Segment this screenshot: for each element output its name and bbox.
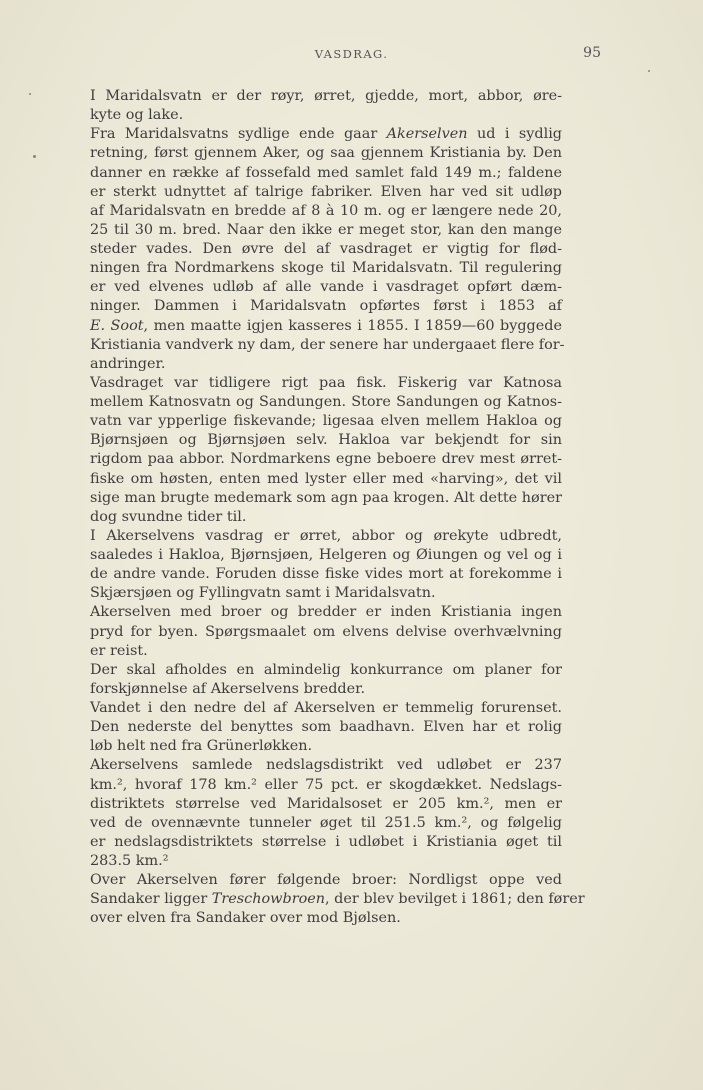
text-line: fiske om høsten, enten med lyster eller med «harving», det vil <box>90 470 562 487</box>
text-line: dog svundne tider til. <box>90 508 247 525</box>
text-line: 283.5 km.² <box>90 853 169 869</box>
text-line: sige man brugte medemark som agn paa krogen. Alt dette hører <box>90 489 562 506</box>
text-line: Vandet i den nedre del af Akerselven er temmelig forurenset. <box>90 700 562 716</box>
text-line: Vasdraget var tidligere rigt paa fisk. Fiskerig var Katnosa <box>90 374 562 391</box>
paragraph <box>80 527 562 604</box>
text-line: de andre vande. Foruden disse fiske vides mort at forekomme i <box>90 566 562 583</box>
paragraph <box>80 661 562 699</box>
text-line: steder vades. Den øvre del af vasdraget er vigtig for flød- <box>90 241 562 257</box>
paragraph <box>80 603 562 660</box>
text-line: I Akerselvens vasdrag er ørret, abbor og ørekyte udbredt, <box>90 527 562 544</box>
text-line: ninger. Dammen i Maridalsvatn opførtes først i 1853 af <box>90 298 562 315</box>
paragraph <box>80 125 565 374</box>
text-line: andringer. <box>90 355 166 372</box>
text-line: rigdom paa abbor. Nordmarkens egne beboere drev mest ørret- <box>90 451 562 468</box>
text-line: distriktets størrelse ved Maridalsoset er 205 km.², men er <box>90 795 562 812</box>
text-line: Sandaker ligger Treschowbroen, der blev bevilget i 1861; den fører <box>90 891 585 908</box>
page-number: 95 <box>583 45 601 61</box>
paragraph <box>80 756 562 871</box>
text-line: kyte og lake. <box>90 107 184 124</box>
text-line: danner en række af fossefald med samlet fald 149 m.; faldene <box>90 164 562 181</box>
text-line: Fra Maridalsvatns sydlige ende gaar Akerselven ud i sydlig <box>90 126 563 143</box>
text-line: 25 til 30 m. bred. Naar den ikke er meget stor, kan den mange <box>90 221 562 238</box>
text-line: mellem Katnosvatn og Sandungen. Store Sandungen og Katnos- <box>90 394 562 410</box>
text-line: Over Akerselven fører følgende broer: Nordligst oppe ved <box>90 872 562 889</box>
running-head <box>0 47 703 69</box>
text-line: Der skal afholdes en almindelig konkurrance om planer for <box>90 661 562 678</box>
text-line: er nedslagsdistriktets størrelse i udløbet i Kristiania øget til <box>90 833 562 850</box>
text-line: pryd for byen. Spørgsmaalet om elvens delvise overhvælvning <box>90 623 562 640</box>
text-line: Bjørnsjøen og Bjørnsjøen selv. Hakloa var bekjendt for sin <box>90 432 562 449</box>
text-line: Den nederste del benyttes som baadhavn. Elven har et rolig <box>90 719 562 736</box>
text-line: I Maridalsvatn er der røyr, ørret, gjedde, mort, abbor, øre- <box>90 88 562 104</box>
text-line: løb helt ned fra Grünerløkken. <box>90 738 313 755</box>
text-line: E. Soot, men maatte igjen kasseres i 1855. I 1859—60 byggede <box>90 317 562 334</box>
text-line: er reist. <box>90 642 148 659</box>
text-line: er ved elvenes udløb af alle vande i vasdraget opført dæm- <box>90 279 562 296</box>
text-line: ved de ovennævnte tunneler øget til 251.5 km.², og følgelig <box>90 814 562 831</box>
text-line: km.², hvoraf 178 km.² eller 75 pct. er skogdækket. Nedslags- <box>90 776 562 793</box>
text-line: Akerselven med broer og bredder er inden Kristiania ingen <box>90 604 562 621</box>
text-line: retning, først gjennem Aker, og saa gjennem Kristiania by. Den <box>90 145 562 162</box>
text-line: Kristiania vandverk ny dam, der senere har undergaaet flere for- <box>90 336 565 353</box>
paper-speck <box>33 155 36 158</box>
text-line: er sterkt udnyttet af talrige fabriker. Elven har ved sit udløp <box>90 183 562 200</box>
paragraph <box>80 871 585 928</box>
running-head-title: VASDRAG. <box>314 47 389 61</box>
paper-speck <box>29 93 31 95</box>
paragraph <box>80 699 562 756</box>
text-line: forskjønnelse af Akerselvens bredder. <box>90 680 366 697</box>
text-line: over elven fra Sandaker over mod Bjølsen. <box>90 910 401 927</box>
text-line: saaledes i Hakloa, Bjørnsjøen, Helgeren og Øiungen og vel og i <box>90 547 562 563</box>
text-line: Akerselvens samlede nedslagsdistrikt ved udløbet er 237 <box>90 757 562 774</box>
paragraph <box>80 87 562 125</box>
text-line: vatn var ypperlige fiskevande; ligesaa elven mellem Hakloa og <box>90 413 562 430</box>
text-line: af Maridalsvatn en bredde af 8 à 10 m. og er længere nede 20, <box>90 202 562 219</box>
paragraph <box>80 374 562 527</box>
paper-speck <box>648 70 650 72</box>
text-line: ningen fra Nordmarkens skoge til Maridalsvatn. Til regulering <box>90 260 562 277</box>
text-line: Skjærsjøen og Fyllingvatn samt i Maridalsvatn. <box>90 585 436 602</box>
body-text <box>80 87 585 929</box>
